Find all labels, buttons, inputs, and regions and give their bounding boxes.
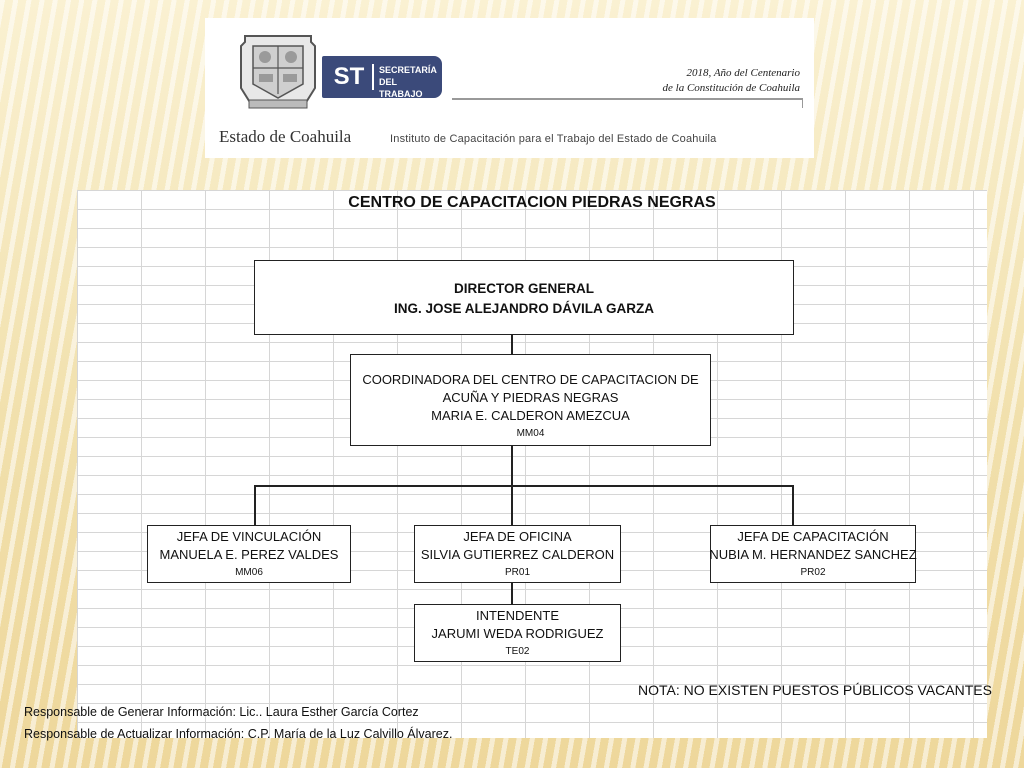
connector-director-coordinadora [511,334,513,354]
intendente-title: INTENDENTE [475,608,560,623]
oficina-title: JEFA DE OFICINA [463,529,572,544]
banner-rule [452,98,802,100]
header-banner [205,18,814,158]
vinculacion-code: MM06 [235,567,263,578]
coordinadora-box [350,354,711,446]
state-name: Estado de Coahuila [219,127,352,146]
jefa-vinculacion-box [147,525,351,583]
connector-oficina-intendente [511,582,513,604]
connector-to-oficina [511,485,513,525]
motto-line-2: de la Constitución de Coahuila [662,82,800,94]
org-chart-sheet [77,190,987,738]
intendente-code: TE02 [505,646,530,657]
capacitacion-name: NUBIA M. HERNANDEZ SANCHEZ [709,547,917,562]
capacitacion-title: JEFA DE CAPACITACIÓN [737,529,889,544]
oficina-code: PR01 [504,567,530,578]
secretaria-del-trabajo-logo [322,56,442,98]
director-general-box [254,260,794,335]
vinculacion-title: JEFA DE VINCULACIÓN [176,529,322,544]
connector-coordinadora-down [511,445,513,486]
connector-to-capacitacion [792,485,794,525]
institute-name: Instituto de Capacitación para el Trabajo del Estado de Coahuila [390,133,717,145]
banner-motto [540,66,800,96]
chart-title: CENTRO DE CAPACITACION PIEDRAS NEGRAS [348,194,716,211]
secretaria-name [379,64,441,100]
jefa-capacitacion-box [710,525,916,583]
footer-responsables [24,701,452,745]
director-name: ING. JOSE ALEJANDRO DÁVILA GARZA [393,301,655,316]
oficina-name: SILVIA GUTIERREZ CALDERON [420,547,615,562]
secretaria-text-2: DEL TRABAJO [379,77,423,99]
director-title: DIRECTOR GENERAL [453,281,594,296]
capacitacion-code: PR02 [800,567,826,578]
coordinadora-code: MM04 [516,428,545,439]
coordinadora-title-2: ACUÑA Y PIEDRAS NEGRAS [442,390,619,405]
logo-divider [372,64,374,90]
intendente-box [414,604,621,662]
vinculacion-name: MANUELA E. PEREZ VALDES [159,547,339,562]
intendente-name: JARUMI WEDA RODRIGUEZ [431,626,604,641]
connector-horizontal-bar [254,485,793,487]
coat-of-arms-icon [235,28,321,114]
responsable-generar: Responsable de Generar Información: Lic.. Laura Esther García Cortez [24,705,419,719]
banner-rule-tick [802,98,803,108]
motto-line-1: 2018, Año del Centenario [686,67,800,79]
st-mark: ST [333,63,365,90]
connector-to-vinculacion [254,485,256,525]
coordinadora-title-1: COORDINADORA DEL CENTRO DE CAPACITACION DE [362,372,699,387]
secretaria-text-1: SECRETARÍA [379,65,437,75]
jefa-oficina-box [414,525,621,583]
coordinadora-name: MARIA E. CALDERON AMEZCUA [431,408,630,423]
responsable-actualizar: Responsable de Actualizar Información: C.P. María de la Luz Calvillo Álvarez. [24,727,453,741]
vacancy-note: NOTA: NO EXISTEN PUESTOS PÚBLICOS VACANTES [638,682,992,698]
